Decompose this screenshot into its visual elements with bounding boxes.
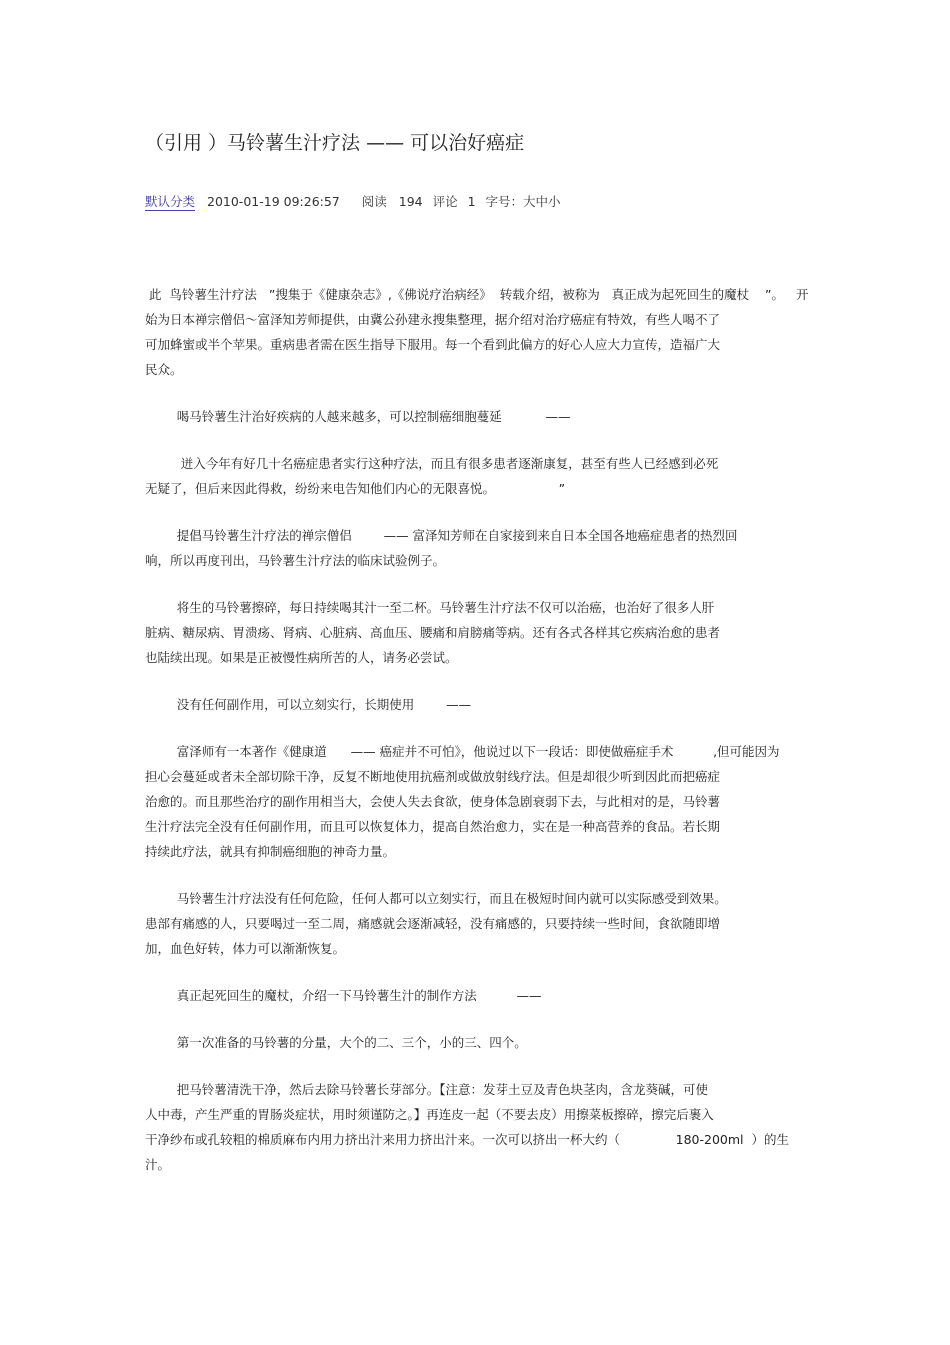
paragraph xyxy=(145,692,810,717)
paragraph-line: 也陆续出现。如果是正被慢性病所苦的人，请务必尝试。 xyxy=(145,650,458,665)
paragraph-line: 持续此疗法，就具有抑制癌细胞的神奇力量。 xyxy=(145,844,396,859)
paragraph-line: 可加蜂蜜或半个苹果。重病患者需在医生指导下服用。每一个看到此偏方的好心人应大力宣传，造福广大 xyxy=(145,337,721,352)
post-datetime: 2010-01-19 09:26:57 xyxy=(207,194,340,209)
comment-label[interactable]: 评论 xyxy=(432,194,458,209)
read-label: 阅读 xyxy=(361,194,387,209)
paragraph-line: 干净纱布或孔较粗的棉质麻布内用力挤出汁来用力挤出汁来。一次可以挤出一杯大约（ 180-200ml ）的生 xyxy=(145,1132,789,1147)
paragraph-line: 汁。 xyxy=(145,1157,171,1172)
paragraph-line: 治愈的。而且那些治疗的副作用相当大，会使人失去食欲，使身体急剧衰弱下去，与此相对的是，马铃薯 xyxy=(145,794,721,809)
paragraph-line: 富泽师有一本著作《健康道 —— 癌症并不可怕》，他说过以下一段话：即使做癌症手术 ,但可能因为 xyxy=(145,744,780,759)
paragraph-line: 始为日本禅宗僧侣～富泽知芳师提供，由冀公孙建永搜集整理，据介绍对治疗癌症有特效，有些人喝不了 xyxy=(145,312,721,327)
paragraph-line: 第一次准备的马铃薯的分量，大个的二、三个，小的三、四个。 xyxy=(145,1035,527,1050)
paragraph xyxy=(145,983,810,1008)
paragraph xyxy=(145,404,810,429)
paragraph xyxy=(145,1030,810,1055)
paragraph xyxy=(145,1077,810,1177)
paragraph-line: 此 鸟铃薯生汁疗法 ”搜集于《健康杂志》,《佛说疗治病经》 转载介绍，被称为 真正成为起死回生的魔杖 ”。 开 xyxy=(145,287,809,302)
paragraph-line: 患部有痛感的人，只要喝过一至二周，痛感就会逐渐减轻，没有痛感的，只要持续一些时间，食欲随即增 xyxy=(145,916,721,931)
read-count: 194 xyxy=(398,194,423,209)
paragraph-line: 把马铃薯清洗干净，然后去除马铃薯长芽部分。【注意：发芽土豆及青色块茎肉，含龙葵碱，可使 xyxy=(145,1082,709,1097)
paragraph xyxy=(145,886,810,961)
paragraph-line: 真正起死回生的魔杖，介绍一下马铃薯生汁的制作方法 —— xyxy=(145,988,542,1003)
paragraph-line: 没有任何副作用，可以立刻实行，长期使用 —— xyxy=(145,697,472,712)
paragraph xyxy=(145,282,810,382)
paragraph xyxy=(145,595,810,670)
paragraph xyxy=(145,451,810,501)
paragraph-line: 迸入今年有好几十名癌症患者实行这种疗法，而且有很多患者逐渐康复，甚至有些人已经感到必死 xyxy=(145,456,719,471)
paragraph-line: 提倡马铃薯生汁疗法的禅宗僧侣 —— 富泽知芳师在自家接到来自日本全国各地癌症患者的热烈回 xyxy=(145,528,738,543)
paragraph-line: 响，所以再度刊出，马铃薯生汁疗法的临床试验例子。 xyxy=(145,553,446,568)
comment-count: 1 xyxy=(467,194,476,209)
paragraph-line: 加，血色好转，体力可以渐渐恢复。 xyxy=(145,941,346,956)
category-link[interactable]: 默认分类 xyxy=(145,194,196,209)
paragraph-line: 马铃薯生汁疗法没有任何危险，任何人都可以立刻实行，而且在极短时间内就可以实际感受到效果。 xyxy=(145,891,727,906)
paragraph-line: 无疑了，但后来因此得救，纷纷来电告知他们内心的无限喜悦。 ” xyxy=(145,481,566,496)
paragraph-line: 担心会蔓延或者未全部切除干净，反复不断地使用抗癌剂或做放射线疗法。但是却很少听到因此而把癌症 xyxy=(145,769,721,784)
paragraph-line: 民众。 xyxy=(145,362,183,377)
article-body xyxy=(145,282,810,1199)
article-title: （引用 ）马铃薯生汁疗法 —— 可以治好癌症 xyxy=(145,132,525,154)
article-meta xyxy=(145,192,561,210)
paragraph xyxy=(145,739,810,864)
paragraph-line: 喝马铃薯生汁治好疾病的人越来越多，可以控制癌细胞蔓延 —— xyxy=(145,409,571,424)
paragraph-line: 将生的马铃薯擦碎，每日持续喝其汁一至二杯。马铃薯生汁疗法不仅可以治癌，也治好了很多人肝 xyxy=(145,600,715,615)
font-size-switcher[interactable]: 字号：大中小 xyxy=(485,194,561,209)
paragraph xyxy=(145,523,810,573)
paragraph-line: 人中毒，产生严重的胃肠炎症状，用时须谨防之。】再连皮一起（不要去皮）用擦菜板擦碎，擦完后裹入 xyxy=(145,1107,714,1122)
paragraph-line: 脏病、糖尿病、胃溃疡、肾病、心脏病、高血压、腰痛和肩膀痛等病。还有各式各样其它疾病治愈的患者 xyxy=(145,625,721,640)
paragraph-line: 生汁疗法完全没有任何副作用，而且可以恢复体力，提高自然治愈力，实在是一种高营养的食品。若长期 xyxy=(145,819,721,834)
